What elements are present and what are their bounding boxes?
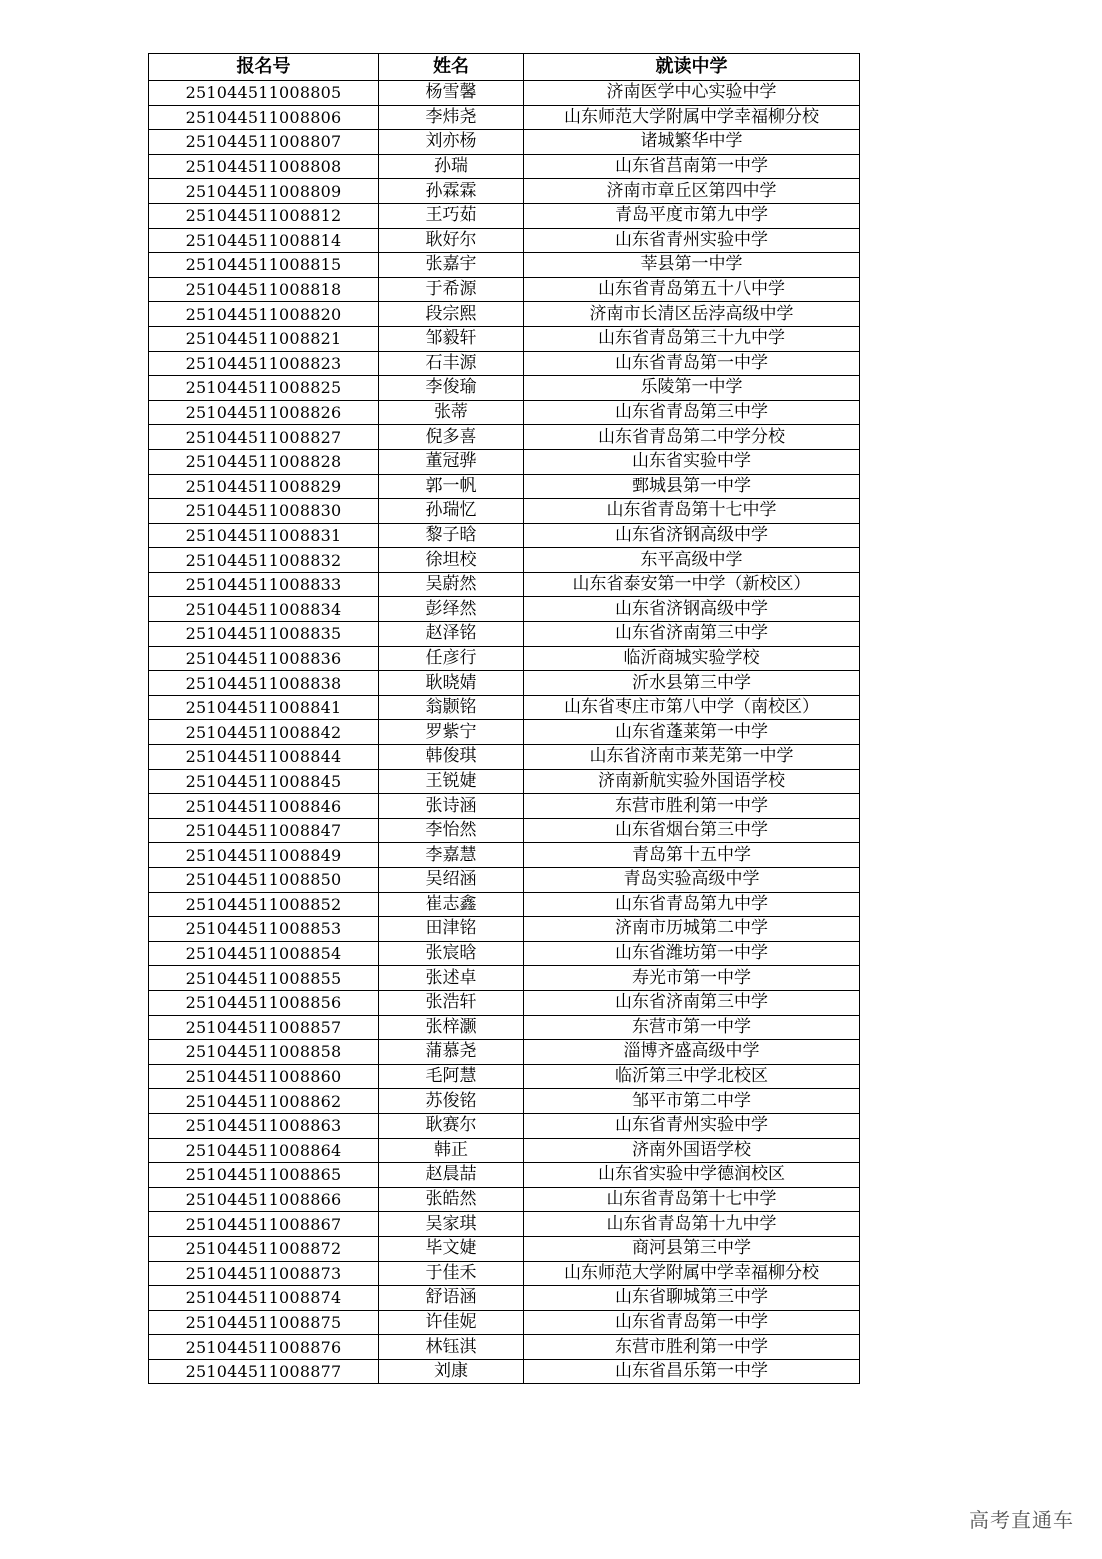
student-name-cell: 苏俊铭 (379, 1089, 524, 1114)
student-name-cell: 耿赛尔 (379, 1113, 524, 1138)
table-row (149, 130, 860, 155)
registration-number-cell: 251044511008841 (149, 695, 379, 720)
table-row (149, 1335, 860, 1360)
student-name-cell: 孙霖霖 (379, 179, 524, 204)
registration-number-cell: 251044511008835 (149, 622, 379, 647)
registration-number-cell: 251044511008875 (149, 1310, 379, 1335)
table-row (149, 449, 860, 474)
header-registration-number: 报名号 (149, 54, 379, 81)
table-row (149, 326, 860, 351)
student-name-cell: 韩俊琪 (379, 745, 524, 770)
header-row (149, 54, 860, 81)
table-row (149, 917, 860, 942)
registration-number-cell: 251044511008833 (149, 572, 379, 597)
registration-number-cell: 251044511008806 (149, 105, 379, 130)
table-row (149, 203, 860, 228)
registration-number-cell: 251044511008823 (149, 351, 379, 376)
student-name-cell: 倪多喜 (379, 425, 524, 450)
table-row (149, 720, 860, 745)
table-row (149, 794, 860, 819)
school-name-cell: 山东省实验中学 (524, 449, 860, 474)
student-name-cell: 邹毅轩 (379, 326, 524, 351)
registration-number-cell: 251044511008862 (149, 1089, 379, 1114)
school-name-cell: 乐陵第一中学 (524, 376, 860, 401)
student-name-cell: 许佳妮 (379, 1310, 524, 1335)
table-row (149, 966, 860, 991)
registration-number-cell: 251044511008873 (149, 1261, 379, 1286)
school-name-cell: 山东师范大学附属中学幸福柳分校 (524, 105, 860, 130)
table-row (149, 228, 860, 253)
table-row (149, 843, 860, 868)
student-name-cell: 韩正 (379, 1138, 524, 1163)
header-school: 就读中学 (524, 54, 860, 81)
student-name-cell: 刘亦杨 (379, 130, 524, 155)
student-name-cell: 刘康 (379, 1359, 524, 1384)
school-name-cell: 济南医学中心实验中学 (524, 81, 860, 106)
registration-number-cell: 251044511008812 (149, 203, 379, 228)
student-name-cell: 张诗涵 (379, 794, 524, 819)
student-name-cell: 张浩轩 (379, 990, 524, 1015)
registration-number-cell: 251044511008807 (149, 130, 379, 155)
registration-number-cell: 251044511008830 (149, 499, 379, 524)
student-name-cell: 王巧茹 (379, 203, 524, 228)
student-name-cell: 张蒂 (379, 400, 524, 425)
table-row (149, 425, 860, 450)
student-name-cell: 翁颢铭 (379, 695, 524, 720)
school-name-cell: 山东省青岛第一中学 (524, 351, 860, 376)
school-name-cell: 山东省济南市莱芜第一中学 (524, 745, 860, 770)
school-name-cell: 东平高级中学 (524, 548, 860, 573)
registration-number-cell: 251044511008842 (149, 720, 379, 745)
school-name-cell: 山东省青岛第十九中学 (524, 1212, 860, 1237)
school-name-cell: 山东省烟台第三中学 (524, 818, 860, 843)
school-name-cell: 山东省济南第三中学 (524, 622, 860, 647)
table-row (149, 474, 860, 499)
school-name-cell: 山东省青岛第三中学 (524, 400, 860, 425)
registration-number-cell: 251044511008808 (149, 154, 379, 179)
table-row (149, 81, 860, 106)
student-name-cell: 田津铭 (379, 917, 524, 942)
table-row (149, 1163, 860, 1188)
student-name-cell: 李俊瑜 (379, 376, 524, 401)
table-row (149, 818, 860, 843)
school-name-cell: 东营市胜利第一中学 (524, 1335, 860, 1360)
registration-number-cell: 251044511008874 (149, 1286, 379, 1311)
registration-number-cell: 251044511008852 (149, 892, 379, 917)
student-name-cell: 李嘉慧 (379, 843, 524, 868)
registration-number-cell: 251044511008821 (149, 326, 379, 351)
registration-number-cell: 251044511008854 (149, 941, 379, 966)
table-row (149, 1286, 860, 1311)
school-name-cell: 济南市长清区岳浡高级中学 (524, 302, 860, 327)
student-name-cell: 张嘉宇 (379, 253, 524, 278)
roster-sheet (148, 53, 860, 1384)
student-name-cell: 耿好尔 (379, 228, 524, 253)
table-row (149, 499, 860, 524)
table-row (149, 277, 860, 302)
table-row (149, 1187, 860, 1212)
registration-number-cell: 251044511008865 (149, 1163, 379, 1188)
school-name-cell: 山东省济南第三中学 (524, 990, 860, 1015)
school-name-cell: 山东省青岛第二中学分校 (524, 425, 860, 450)
table-row (149, 941, 860, 966)
school-name-cell: 山东省青岛第九中学 (524, 892, 860, 917)
school-name-cell: 山东省莒南第一中学 (524, 154, 860, 179)
school-name-cell: 山东省蓬莱第一中学 (524, 720, 860, 745)
registration-number-cell: 251044511008805 (149, 81, 379, 106)
table-row (149, 302, 860, 327)
school-name-cell: 邹平市第二中学 (524, 1089, 860, 1114)
student-name-cell: 林钰淇 (379, 1335, 524, 1360)
registration-number-cell: 251044511008857 (149, 1015, 379, 1040)
school-name-cell: 寿光市第一中学 (524, 966, 860, 991)
school-name-cell: 山东省青岛第五十八中学 (524, 277, 860, 302)
table-row (149, 105, 860, 130)
registration-number-cell: 251044511008855 (149, 966, 379, 991)
school-name-cell: 济南外国语学校 (524, 1138, 860, 1163)
registration-number-cell: 251044511008831 (149, 523, 379, 548)
table-row (149, 671, 860, 696)
student-name-cell: 孙瑞 (379, 154, 524, 179)
registration-number-cell: 251044511008829 (149, 474, 379, 499)
registration-number-cell: 251044511008877 (149, 1359, 379, 1384)
registration-number-cell: 251044511008820 (149, 302, 379, 327)
school-name-cell: 济南市章丘区第四中学 (524, 179, 860, 204)
school-name-cell: 山东省青岛第十七中学 (524, 499, 860, 524)
school-name-cell: 青岛实验高级中学 (524, 868, 860, 893)
registration-number-cell: 251044511008850 (149, 868, 379, 893)
school-name-cell: 青岛第十五中学 (524, 843, 860, 868)
student-name-cell: 赵晨喆 (379, 1163, 524, 1188)
school-name-cell: 山东省青州实验中学 (524, 1113, 860, 1138)
registration-number-cell: 251044511008866 (149, 1187, 379, 1212)
registration-number-cell: 251044511008867 (149, 1212, 379, 1237)
student-name-cell: 王锐婕 (379, 769, 524, 794)
table-row (149, 990, 860, 1015)
registration-number-cell: 251044511008818 (149, 277, 379, 302)
table-row (149, 1310, 860, 1335)
registration-number-cell: 251044511008838 (149, 671, 379, 696)
school-name-cell: 山东省济钢高级中学 (524, 597, 860, 622)
school-name-cell: 济南新航实验外国语学校 (524, 769, 860, 794)
student-name-cell: 耿晓婧 (379, 671, 524, 696)
table-row (149, 154, 860, 179)
student-name-cell: 于佳禾 (379, 1261, 524, 1286)
registration-number-cell: 251044511008864 (149, 1138, 379, 1163)
student-name-cell: 舒语涵 (379, 1286, 524, 1311)
student-name-cell: 张皓然 (379, 1187, 524, 1212)
school-name-cell: 商河县第三中学 (524, 1236, 860, 1261)
table-row (149, 253, 860, 278)
registration-number-cell: 251044511008876 (149, 1335, 379, 1360)
registration-number-cell: 251044511008834 (149, 597, 379, 622)
student-name-cell: 张述卓 (379, 966, 524, 991)
registration-number-cell: 251044511008832 (149, 548, 379, 573)
student-name-cell: 李怡然 (379, 818, 524, 843)
student-name-cell: 于希源 (379, 277, 524, 302)
table-row (149, 769, 860, 794)
student-name-cell: 蒲慕尧 (379, 1040, 524, 1065)
school-name-cell: 临沂第三中学北校区 (524, 1064, 860, 1089)
registration-number-cell: 251044511008845 (149, 769, 379, 794)
school-name-cell: 济南市历城第二中学 (524, 917, 860, 942)
table-row (149, 1040, 860, 1065)
school-name-cell: 山东省青岛第三十九中学 (524, 326, 860, 351)
table-row (149, 179, 860, 204)
school-name-cell: 山东省青州实验中学 (524, 228, 860, 253)
school-name-cell: 鄄城县第一中学 (524, 474, 860, 499)
school-name-cell: 山东省实验中学德润校区 (524, 1163, 860, 1188)
student-name-cell: 任彦行 (379, 646, 524, 671)
registration-number-cell: 251044511008856 (149, 990, 379, 1015)
school-name-cell: 临沂商城实验学校 (524, 646, 860, 671)
registration-number-cell: 251044511008826 (149, 400, 379, 425)
registration-number-cell: 251044511008809 (149, 179, 379, 204)
table-row (149, 868, 860, 893)
table-row (149, 1015, 860, 1040)
table-row (149, 695, 860, 720)
table-row (149, 892, 860, 917)
school-name-cell: 山东省青岛第一中学 (524, 1310, 860, 1335)
school-name-cell: 山东师范大学附属中学幸福柳分校 (524, 1261, 860, 1286)
school-name-cell: 东营市第一中学 (524, 1015, 860, 1040)
school-name-cell: 山东省济钢高级中学 (524, 523, 860, 548)
school-name-cell: 莘县第一中学 (524, 253, 860, 278)
student-name-cell: 张梓灏 (379, 1015, 524, 1040)
table-row (149, 1359, 860, 1384)
table-row (149, 1212, 860, 1237)
school-name-cell: 山东省泰安第一中学（新校区） (524, 572, 860, 597)
table-row (149, 1113, 860, 1138)
registration-number-cell: 251044511008827 (149, 425, 379, 450)
registration-number-cell: 251044511008860 (149, 1064, 379, 1089)
table-row (149, 1261, 860, 1286)
table-row (149, 745, 860, 770)
student-name-cell: 毛阿慧 (379, 1064, 524, 1089)
table-row (149, 646, 860, 671)
registration-number-cell: 251044511008849 (149, 843, 379, 868)
student-name-cell: 徐坦校 (379, 548, 524, 573)
student-name-cell: 赵泽铭 (379, 622, 524, 647)
school-name-cell: 诸城繁华中学 (524, 130, 860, 155)
school-name-cell: 沂水县第三中学 (524, 671, 860, 696)
school-name-cell: 山东省聊城第三中学 (524, 1286, 860, 1311)
registration-number-cell: 251044511008863 (149, 1113, 379, 1138)
roster-table (148, 53, 860, 1384)
table-row (149, 572, 860, 597)
student-name-cell: 郭一帆 (379, 474, 524, 499)
school-name-cell: 山东省青岛第十七中学 (524, 1187, 860, 1212)
registration-number-cell: 251044511008846 (149, 794, 379, 819)
table-row (149, 1236, 860, 1261)
table-row (149, 523, 860, 548)
registration-number-cell: 251044511008853 (149, 917, 379, 942)
school-name-cell: 淄博齐盛高级中学 (524, 1040, 860, 1065)
table-row (149, 1064, 860, 1089)
school-name-cell: 山东省昌乐第一中学 (524, 1359, 860, 1384)
table-row (149, 548, 860, 573)
header-name: 姓名 (379, 54, 524, 81)
student-name-cell: 崔志鑫 (379, 892, 524, 917)
table-row (149, 400, 860, 425)
school-name-cell: 山东省枣庄市第八中学（南校区） (524, 695, 860, 720)
student-name-cell: 罗紫宁 (379, 720, 524, 745)
roster-body (149, 81, 860, 1384)
registration-number-cell: 251044511008814 (149, 228, 379, 253)
registration-number-cell: 251044511008825 (149, 376, 379, 401)
student-name-cell: 石丰源 (379, 351, 524, 376)
student-name-cell: 杨雪馨 (379, 81, 524, 106)
school-name-cell: 山东省潍坊第一中学 (524, 941, 860, 966)
registration-number-cell: 251044511008844 (149, 745, 379, 770)
school-name-cell: 东营市胜利第一中学 (524, 794, 860, 819)
student-name-cell: 吴蔚然 (379, 572, 524, 597)
registration-number-cell: 251044511008828 (149, 449, 379, 474)
table-row (149, 351, 860, 376)
student-name-cell: 黎子晗 (379, 523, 524, 548)
student-name-cell: 吴家琪 (379, 1212, 524, 1237)
watermark: 高考直通车 (969, 1508, 1074, 1532)
student-name-cell: 孙瑞忆 (379, 499, 524, 524)
student-name-cell: 段宗熙 (379, 302, 524, 327)
student-name-cell: 彭绎然 (379, 597, 524, 622)
student-name-cell: 董冠骅 (379, 449, 524, 474)
registration-number-cell: 251044511008815 (149, 253, 379, 278)
registration-number-cell: 251044511008847 (149, 818, 379, 843)
student-name-cell: 吴绍涵 (379, 868, 524, 893)
table-row (149, 376, 860, 401)
table-row (149, 1138, 860, 1163)
student-name-cell: 毕文婕 (379, 1236, 524, 1261)
registration-number-cell: 251044511008836 (149, 646, 379, 671)
student-name-cell: 李炜尧 (379, 105, 524, 130)
registration-number-cell: 251044511008858 (149, 1040, 379, 1065)
table-row (149, 1089, 860, 1114)
registration-number-cell: 251044511008872 (149, 1236, 379, 1261)
table-row (149, 597, 860, 622)
student-name-cell: 张宸晗 (379, 941, 524, 966)
school-name-cell: 青岛平度市第九中学 (524, 203, 860, 228)
table-row (149, 622, 860, 647)
